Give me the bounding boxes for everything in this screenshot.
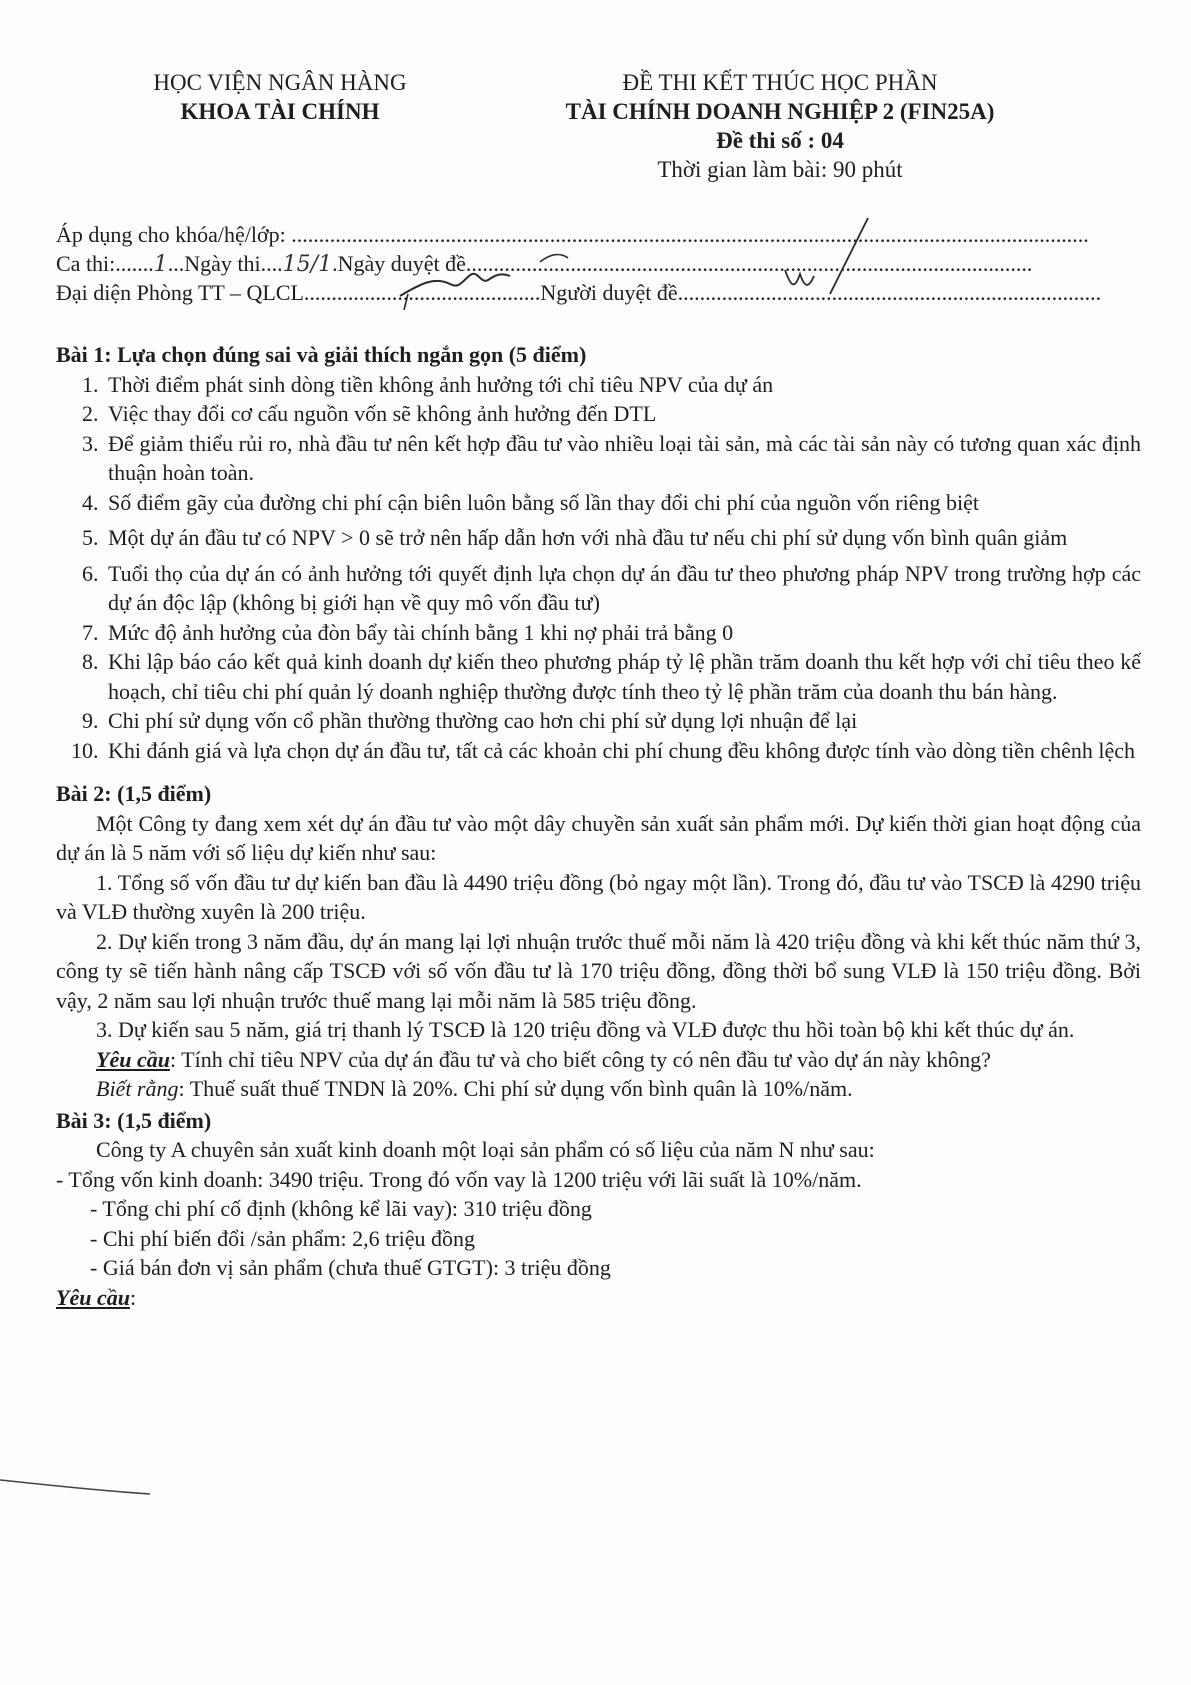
meta-shift-row: Ca thi:.......1...Ngày thi....15/1.Ngày duyệt đề.......................................................................................................: [56, 251, 1033, 277]
bai2-point-2: 2. Dự kiến trong 3 năm đầu, dự án mang lại lợi nhuận trước thuế mỗi năm là 420 triệu đồng và khi kết thúc năm thứ 3, công ty sẽ tiến hành nâng cấp TSCĐ với số vốn đầu tư là 170 triệu đồng, đồng thời bổ sung VLĐ là 150 triệu đồng. Bởi vậy, 2 năm sau lợi nhuận trước thuế mang lại mỗi năm là 585 triệu đồng.: [56, 928, 1141, 1013]
shift-label: Ca thi:: [56, 251, 116, 276]
bai2-req-text: : Tính chỉ tiêu NPV của dự án đầu tư và cho biết công ty có nên đầu tư vào dự án này không?: [169, 1046, 991, 1072]
exam-type: ĐỀ THI KẾT THÚC HỌC PHẦN: [622, 70, 938, 95]
bai1-item-8: 8. Khi lập báo cáo kết quả kinh doanh dự kiến theo phương pháp tỷ lệ phần trăm doanh thu kết hợp với chỉ tiêu theo kế hoạch, chỉ tiêu chi phí quản lý doanh nghiệp thường được tính theo tỷ lệ phần trăm của doanh thu bán hàng.: [104, 647, 1141, 706]
bai3-req-label: Yêu cầu: [56, 1284, 130, 1310]
meta-office-row: Đại diện Phòng TT – QLCL...........................................Người duyệt đề.............................................................................: [56, 280, 1102, 305]
bai1-item-7: 7. Mức độ ảnh hưởng của đòn bẩy tài chính bằng 1 khi nợ phải trả bằng 0: [104, 618, 1141, 648]
dotted-fill: .................................................................................................................................................: [291, 222, 1089, 247]
bai2-given-label: Biết rằng: [96, 1076, 179, 1101]
header-right: [500, 68, 1060, 184]
exam-content: [56, 340, 1141, 1312]
bai1-item-6: 6. Tuổi thọ của dự án có ảnh hưởng tới quyết định lựa chọn dự án đầu tư theo phương pháp NPV trong trường hợp các dự án độc lập (không bị giới hạn về quy mô vốn đầu tư): [104, 559, 1141, 618]
bai1-item-3: 3. Để giảm thiểu rủi ro, nhà đầu tư nên kết hợp đầu tư vào nhiều loại tài sản, mà các tài sản này có tương quan xác định thuận hoàn toàn.: [104, 429, 1141, 488]
bai1-item-4: 4. Số điểm gãy của đường chi phí cận biên luôn bằng số lần thay đổi chi phí của nguồn vốn riêng biệt: [104, 488, 1141, 518]
exam-date-label: Ngày thi: [184, 251, 261, 276]
bai2-intro: Một Công ty đang xem xét dự án đầu tư vào một dây chuyền sản xuất sản phẩm mới. Dự kiến thời gian hoạt động của dự án là 5 năm với số liệu dự kiến như sau:: [56, 810, 1141, 865]
approve-date-label: Ngày duyệt đề: [337, 251, 466, 276]
bai1-item-9: 9. Chi phí sử dụng vốn cổ phần thường thường cao hơn chi phí sử dụng lợi nhuận để lại: [104, 706, 1141, 736]
header-left: [90, 68, 470, 126]
bai3-intro: Công ty A chuyên sản xuất kinh doanh một loại sản phẩm có số liệu của năm N như sau:: [96, 1137, 875, 1162]
exam-meta: [56, 220, 1136, 307]
approver-label: Người duyệt đề: [540, 280, 678, 305]
exam-date-value: 15/1: [282, 252, 333, 277]
bai2-given-text: : Thuế suất thuế TNDN là 20%. Chi phí sử dụng vốn bình quân là 10%/năm.: [178, 1076, 853, 1101]
bai1-item-5: 5. Một dự án đầu tư có NPV > 0 sẽ trở nên hấp dẫn hơn với nhà đầu tư nếu chi phí sử dụng vốn bình quân giảm: [104, 523, 1141, 553]
bai1-item-10: 10. Khi đánh giá và lựa chọn dự án đầu tư, tất cả các khoản chi phí chung đều không được tính vào dòng tiền chênh lệch: [104, 736, 1141, 766]
bai3-req-colon: :: [129, 1284, 137, 1310]
institution-name: HỌC VIỆN NGÂN HÀNG: [153, 70, 407, 95]
apply-label: Áp dụng cho khóa/hệ/lớp:: [56, 222, 292, 247]
bai3-fixed-cost: - Tổng chi phí cố định (không kể lãi vay): 310 triệu đồng: [90, 1196, 592, 1221]
bai1-item-2: 2. Việc thay đổi cơ cấu nguồn vốn sẽ không ảnh hưởng đến DTL: [104, 399, 1141, 429]
bai2-point-3: 3. Dự kiến sau 5 năm, giá trị thanh lý TSCĐ là 120 triệu đồng và VLĐ được thu hồi toàn bộ khi kết thúc dự án.: [96, 1017, 1075, 1042]
exam-number: Đề thi số : 04: [716, 128, 844, 153]
bai2-title: Bài 2: (1,5 điểm): [56, 781, 212, 806]
shift-value: 1: [153, 252, 168, 277]
course-title: TÀI CHÍNH DOANH NGHIỆP 2 (FIN25A): [565, 99, 995, 124]
bai3-unit-price: - Giá bán đơn vị sản phẩm (chưa thuế GTGT): 3 triệu đồng: [90, 1255, 611, 1280]
meta-apply-row: [56, 220, 1136, 249]
bai2-given: [56, 1074, 1141, 1104]
bai2-point-1: 1. Tổng số vốn đầu tư dự kiến ban đầu là 4490 triệu đồng (bỏ ngay một lần). Trong đó, đầu tư vào TSCĐ là 4290 triệu và VLĐ thường xuyên là 200 triệu.: [56, 869, 1141, 924]
bai1-title: Bài 1: Lựa chọn đúng sai và giải thích ngắn gọn (5 điểm): [56, 342, 587, 367]
bai3-title: Bài 3: (1,5 điểm): [56, 1107, 212, 1133]
bai1-statement-list: [56, 370, 1141, 766]
bai3-variable-cost: - Chi phí biến đổi /sản phẩm: 2,6 triệu đồng: [90, 1225, 475, 1251]
bai3-requirement: [56, 1283, 1141, 1313]
scan-mark: [0, 1470, 160, 1500]
bai1-item-1: 1. Thời điểm phát sinh dòng tiền không ảnh hưởng tới chỉ tiêu NPV của dự án: [104, 370, 1141, 400]
bai2-requirement: [56, 1045, 1141, 1075]
bai2-req-label: Yêu cầu: [96, 1046, 170, 1072]
office-label: Đại diện Phòng TT – QLCL: [56, 280, 304, 305]
exam-duration: Thời gian làm bài: 90 phút: [657, 157, 903, 182]
faculty-name: KHOA TÀI CHÍNH: [180, 99, 380, 124]
bai3-capital: - Tổng vốn kinh doanh: 3490 triệu. Trong đó vốn vay là 1200 triệu với lãi suất là 10%/năm.: [56, 1166, 862, 1192]
